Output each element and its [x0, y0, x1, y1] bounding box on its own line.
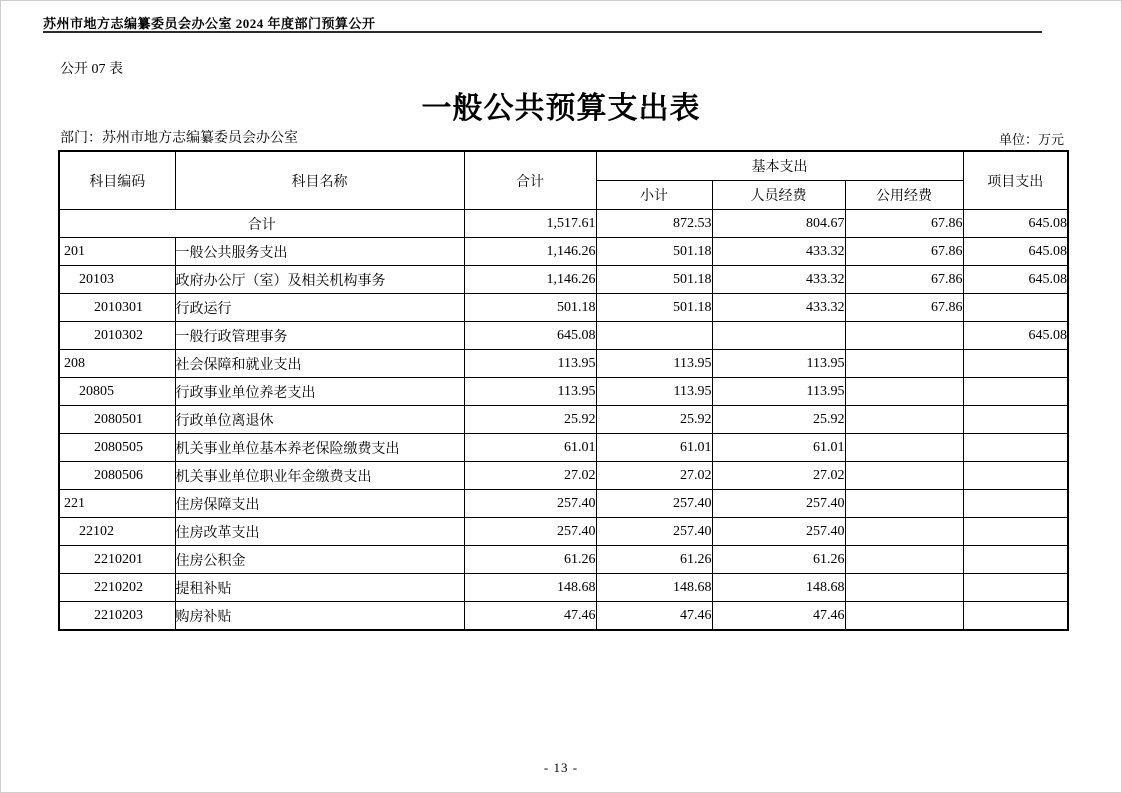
- cell-subtotal: 257.40: [596, 518, 712, 546]
- cell-code: 2080505: [59, 434, 175, 462]
- header-basic-public: 公用经费: [845, 181, 963, 210]
- cell-personnel: 804.67: [712, 210, 845, 238]
- cell-code: 20805: [59, 378, 175, 406]
- cell-subtotal: 872.53: [596, 210, 712, 238]
- cell-public: [845, 518, 963, 546]
- page-title: 一般公共预算支出表: [421, 92, 701, 125]
- table-row: [59, 602, 1068, 631]
- cell-public: [845, 462, 963, 490]
- cell-total: 148.68: [464, 574, 596, 602]
- cell-total: 1,517.61: [464, 210, 596, 238]
- cell-personnel: 433.32: [712, 238, 845, 266]
- table-row: [59, 238, 1068, 266]
- cell-subtotal: 113.95: [596, 350, 712, 378]
- document-header: 苏州市地方志编纂委员会办公室 2024 年度部门预算公开: [43, 16, 376, 31]
- cell-project: 645.08: [963, 322, 1068, 350]
- cell-name: 住房公积金: [175, 546, 464, 574]
- table-row: [59, 294, 1068, 322]
- header-project: 项目支出: [963, 151, 1068, 210]
- cell-total: 113.95: [464, 378, 596, 406]
- cell-project: 645.08: [963, 238, 1068, 266]
- cell-public: [845, 350, 963, 378]
- cell-public: [845, 406, 963, 434]
- cell-subtotal: 501.18: [596, 238, 712, 266]
- cell-public: [845, 602, 963, 631]
- cell-total: 1,146.26: [464, 238, 596, 266]
- page-number: - 13 -: [543, 760, 579, 775]
- header-basic-personnel: 人员经费: [712, 181, 845, 210]
- cell-personnel: 61.26: [712, 546, 845, 574]
- cell-personnel: 113.95: [712, 350, 845, 378]
- header-basic-subtotal: 小计: [596, 181, 712, 210]
- cell-personnel: 27.02: [712, 462, 845, 490]
- cell-subtotal: 61.26: [596, 546, 712, 574]
- cell-name: 一般公共服务支出: [175, 238, 464, 266]
- budget-table: [58, 150, 1069, 631]
- header-divider: [43, 31, 1042, 33]
- table-row: [59, 434, 1068, 462]
- table-row: [59, 406, 1068, 434]
- cell-project: [963, 350, 1068, 378]
- cell-name: 社会保障和就业支出: [175, 350, 464, 378]
- cell-code: 20103: [59, 266, 175, 294]
- cell-total: 501.18: [464, 294, 596, 322]
- cell-total: 25.92: [464, 406, 596, 434]
- cell-total: 257.40: [464, 490, 596, 518]
- table-row: [59, 462, 1068, 490]
- cell-subtotal: 257.40: [596, 490, 712, 518]
- cell-personnel: 47.46: [712, 602, 845, 631]
- cell-subtotal: 61.01: [596, 434, 712, 462]
- unit-line: 单位：万元: [998, 132, 1064, 147]
- cell-total: 47.46: [464, 602, 596, 631]
- grand-total-row: [59, 210, 1068, 238]
- cell-subtotal: 501.18: [596, 294, 712, 322]
- cell-total: 61.26: [464, 546, 596, 574]
- cell-project: [963, 490, 1068, 518]
- cell-name: 提租补贴: [175, 574, 464, 602]
- cell-subtotal: 148.68: [596, 574, 712, 602]
- cell-subtotal: 113.95: [596, 378, 712, 406]
- cell-project: [963, 602, 1068, 631]
- cell-project: 645.08: [963, 210, 1068, 238]
- cell-project: [963, 294, 1068, 322]
- table-row: [59, 378, 1068, 406]
- cell-name: 机关事业单位基本养老保险缴费支出: [175, 434, 464, 462]
- cell-name: 住房改革支出: [175, 518, 464, 546]
- cell-personnel: 433.32: [712, 294, 845, 322]
- cell-name: 行政单位离退休: [175, 406, 464, 434]
- header-total: 合计: [464, 151, 596, 210]
- cell-code: 201: [59, 238, 175, 266]
- table-row: [59, 350, 1068, 378]
- cell-total: 113.95: [464, 350, 596, 378]
- table-row: [59, 266, 1068, 294]
- cell-name: 机关事业单位职业年金缴费支出: [175, 462, 464, 490]
- table-row: [59, 490, 1068, 518]
- cell-public: [845, 546, 963, 574]
- cell-public: 67.86: [845, 238, 963, 266]
- department-line: 部门：苏州市地方志编纂委员会办公室: [60, 131, 298, 146]
- cell-subtotal: [596, 322, 712, 350]
- cell-subtotal: 501.18: [596, 266, 712, 294]
- cell-personnel: 25.92: [712, 406, 845, 434]
- table-body: [59, 210, 1068, 631]
- cell-public: 67.86: [845, 294, 963, 322]
- cell-personnel: 433.32: [712, 266, 845, 294]
- cell-name: 政府办公厅（室）及相关机构事务: [175, 266, 464, 294]
- cell-code: 2010302: [59, 322, 175, 350]
- cell-project: [963, 518, 1068, 546]
- cell-name: 购房补贴: [175, 602, 464, 631]
- cell-public: [845, 490, 963, 518]
- cell-project: [963, 462, 1068, 490]
- cell-public: [845, 574, 963, 602]
- cell-project: [963, 546, 1068, 574]
- cell-subtotal: 25.92: [596, 406, 712, 434]
- cell-public: [845, 378, 963, 406]
- cell-personnel: [712, 322, 845, 350]
- cell-code: 208: [59, 350, 175, 378]
- cell-public: [845, 322, 963, 350]
- cell-code: 2210201: [59, 546, 175, 574]
- cell-subtotal: 27.02: [596, 462, 712, 490]
- cell-public: [845, 434, 963, 462]
- cell-personnel: 148.68: [712, 574, 845, 602]
- cell-code: 2210203: [59, 602, 175, 631]
- cell-project: [963, 378, 1068, 406]
- cell-code: 22102: [59, 518, 175, 546]
- cell-total: 1,146.26: [464, 266, 596, 294]
- table-header: [59, 151, 1068, 210]
- table-row: [59, 518, 1068, 546]
- cell-name: 行政事业单位养老支出: [175, 378, 464, 406]
- cell-total: 645.08: [464, 322, 596, 350]
- cell-name: 一般行政管理事务: [175, 322, 464, 350]
- cell-project: [963, 406, 1068, 434]
- cell-total: 257.40: [464, 518, 596, 546]
- cell-code: 221: [59, 490, 175, 518]
- cell-code: 2080501: [59, 406, 175, 434]
- cell-code: 2010301: [59, 294, 175, 322]
- cell-personnel: 257.40: [712, 490, 845, 518]
- cell-public: 67.86: [845, 210, 963, 238]
- cell-total: 61.01: [464, 434, 596, 462]
- cell-name: 行政运行: [175, 294, 464, 322]
- cell-total: 27.02: [464, 462, 596, 490]
- cell-project: [963, 434, 1068, 462]
- cell-personnel: 113.95: [712, 378, 845, 406]
- cell-subtotal: 47.46: [596, 602, 712, 631]
- header-name: 科目名称: [175, 151, 464, 210]
- table-row: [59, 574, 1068, 602]
- cell-name: 住房保障支出: [175, 490, 464, 518]
- cell-project: [963, 574, 1068, 602]
- cell-total-label: 合计: [59, 210, 464, 238]
- table-label: 公开 07 表: [60, 62, 123, 77]
- cell-public: 67.86: [845, 266, 963, 294]
- cell-personnel: 61.01: [712, 434, 845, 462]
- cell-personnel: 257.40: [712, 518, 845, 546]
- header-basic-group: 基本支出: [596, 151, 963, 181]
- cell-project: 645.08: [963, 266, 1068, 294]
- table-row: [59, 546, 1068, 574]
- table-row: [59, 322, 1068, 350]
- header-code: 科目编码: [59, 151, 175, 210]
- cell-code: 2080506: [59, 462, 175, 490]
- cell-code: 2210202: [59, 574, 175, 602]
